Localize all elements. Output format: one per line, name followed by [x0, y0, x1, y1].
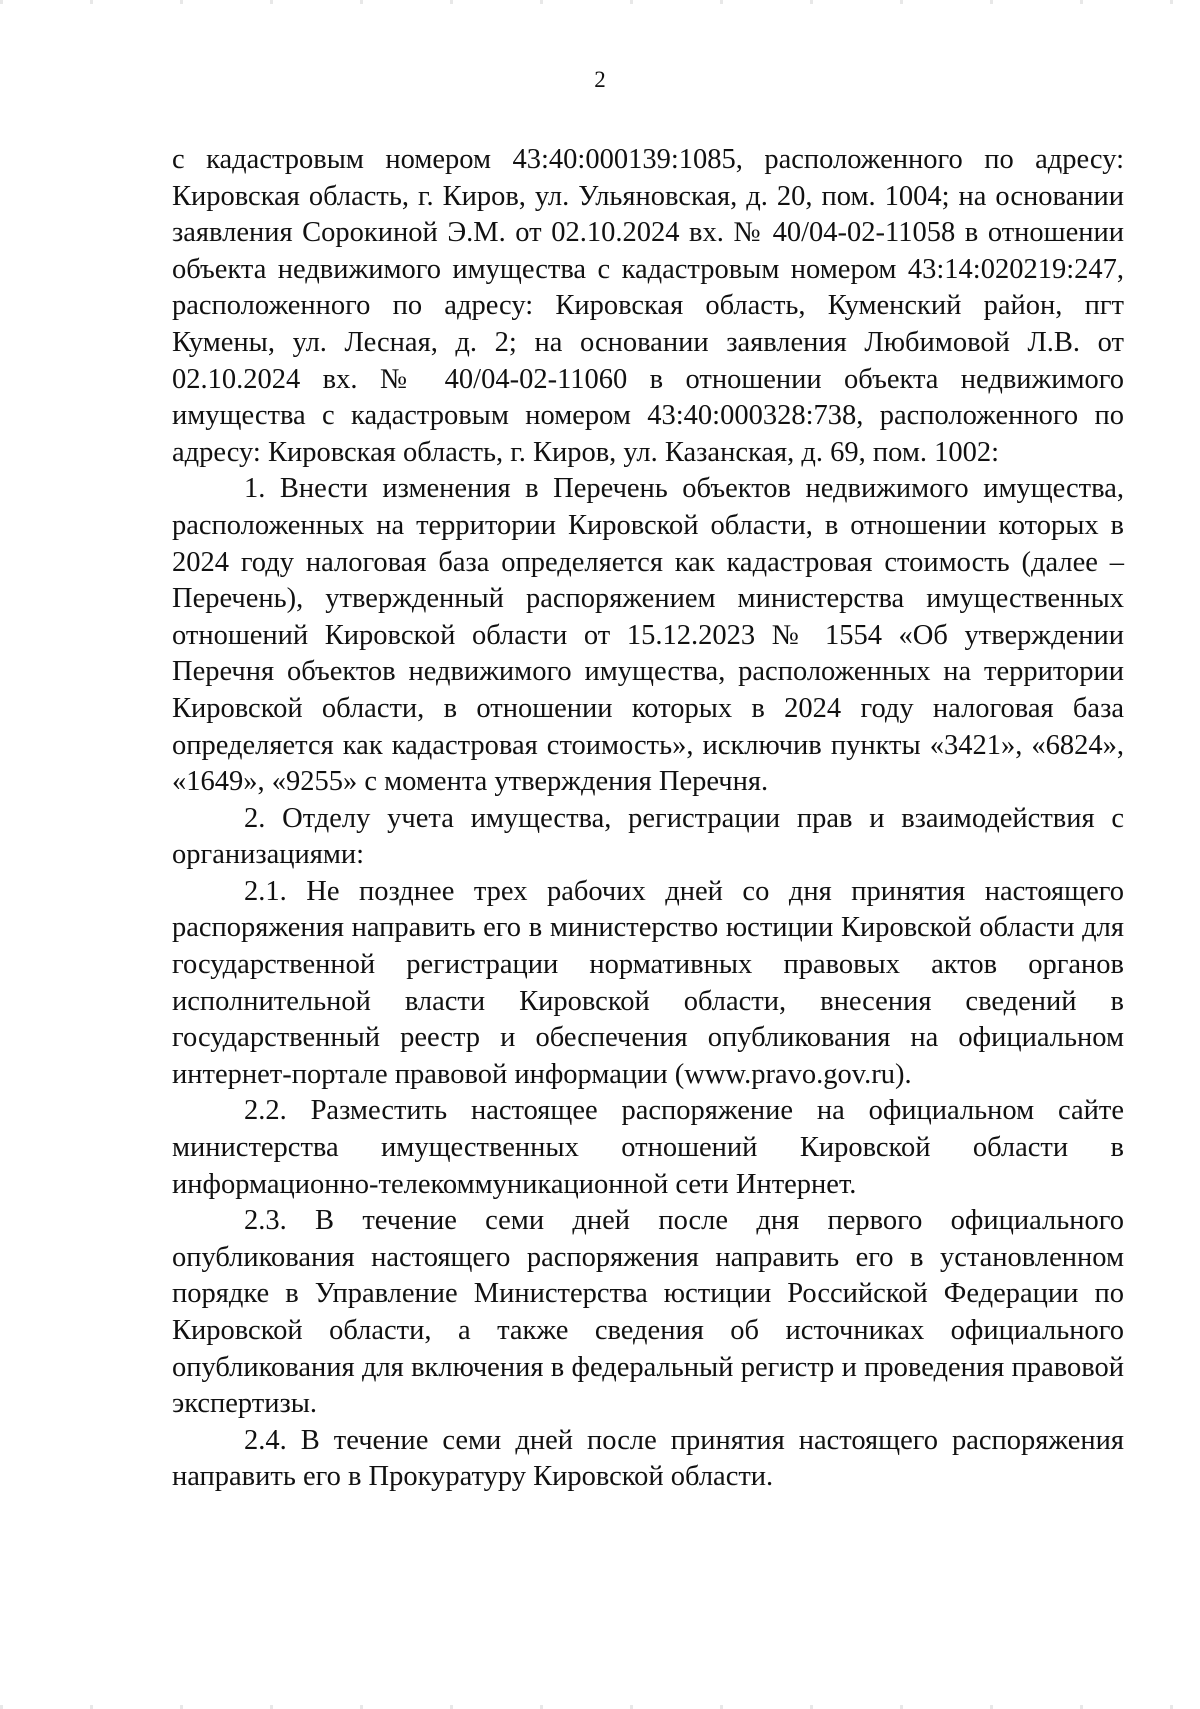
paragraph-item-2-3: 2.3. В течение семи дней после дня первого официального опубликования настоящего распоряжения направить его в установленном порядке в Управление Министерства юстиции Российской Федерации по Кировской области, а также сведения об источниках официального опубликования для включения в федеральный регистр и проведения правовой экспертизы.	[172, 1205, 1124, 1420]
paragraph-preamble-continuation: с кадастровым номером 43:40:000139:1085, расположенного по адресу: Кировская область, г. Киров, ул. Ульяновская, д. 20, пом. 1004; на основании заявления Сорокиной Э.М. от 02.10.2024 вх. № 40/04-02-11058 в отношении объекта недвижимого имущества с кадастровым номером 43:14:020219:247, расположенного по адресу: Кировская область, Куменский район, пгт Кумены, ул. Лесная, д. 2; на основании заявления Любимовой Л.В. от 02.10.2024 вх. № 40/04-02-11060 в отношении объекта недвижимого имущества с кадастровым номером 43:40:000328:738, расположенного по адресу: Кировская область, г. Киров, ул. Казанская, д. 69, пом. 1002:	[172, 144, 1124, 468]
paragraph-item-1: 1. Внести изменения в Перечень объектов недвижимого имущества, расположенных на территории Кировской области, в отношении которых в 2024 году налоговая база определяется как кадастровая стоимость (далее – Перечень), утвержденный распоряжением министерства имущественных отношений Кировской области от 15.12.2023 № 1554 «Об утверждении Перечня объектов недвижимого имущества, расположенных на территории Кировской области, в отношении которых в 2024 году налоговая база определяется как кадастровая стоимость», исключив пункты «3421», «6824», «1649», «9255» с момента утверждения Перечня.	[172, 473, 1124, 798]
paragraph-item-2-2: 2.2. Разместить настоящее распоряжение на официальном сайте министерства имущественных отношений Кировской области в информационно-телекоммуникационной сети Интернет.	[172, 1095, 1124, 1200]
page-number: 2	[594, 67, 606, 92]
scan-edge-bottom	[0, 1705, 1200, 1709]
paragraph-item-2: 2. Отделу учета имущества, регистрации прав и взаимодействия с организациями:	[172, 802, 1124, 871]
document-body	[172, 142, 1124, 1496]
scan-edge-top	[0, 0, 1200, 4]
paragraph-item-2-1: 2.1. Не позднее трех рабочих дней со дня принятия настоящего распоряжения направить его в министерство юстиции Кировской области для государственной регистрации нормативных правовых актов органов исполнительной власти Кировской области, внесения сведений в государственный реестр и обеспечения опубликования на официальном интернет-портале правовой информации (www.pravo.gov.ru).	[172, 875, 1124, 1090]
paragraph-item-2-4: 2.4. В течение семи дней после принятия настоящего распоряжения направить его в Прокуратуру Кировской области.	[172, 1424, 1124, 1493]
